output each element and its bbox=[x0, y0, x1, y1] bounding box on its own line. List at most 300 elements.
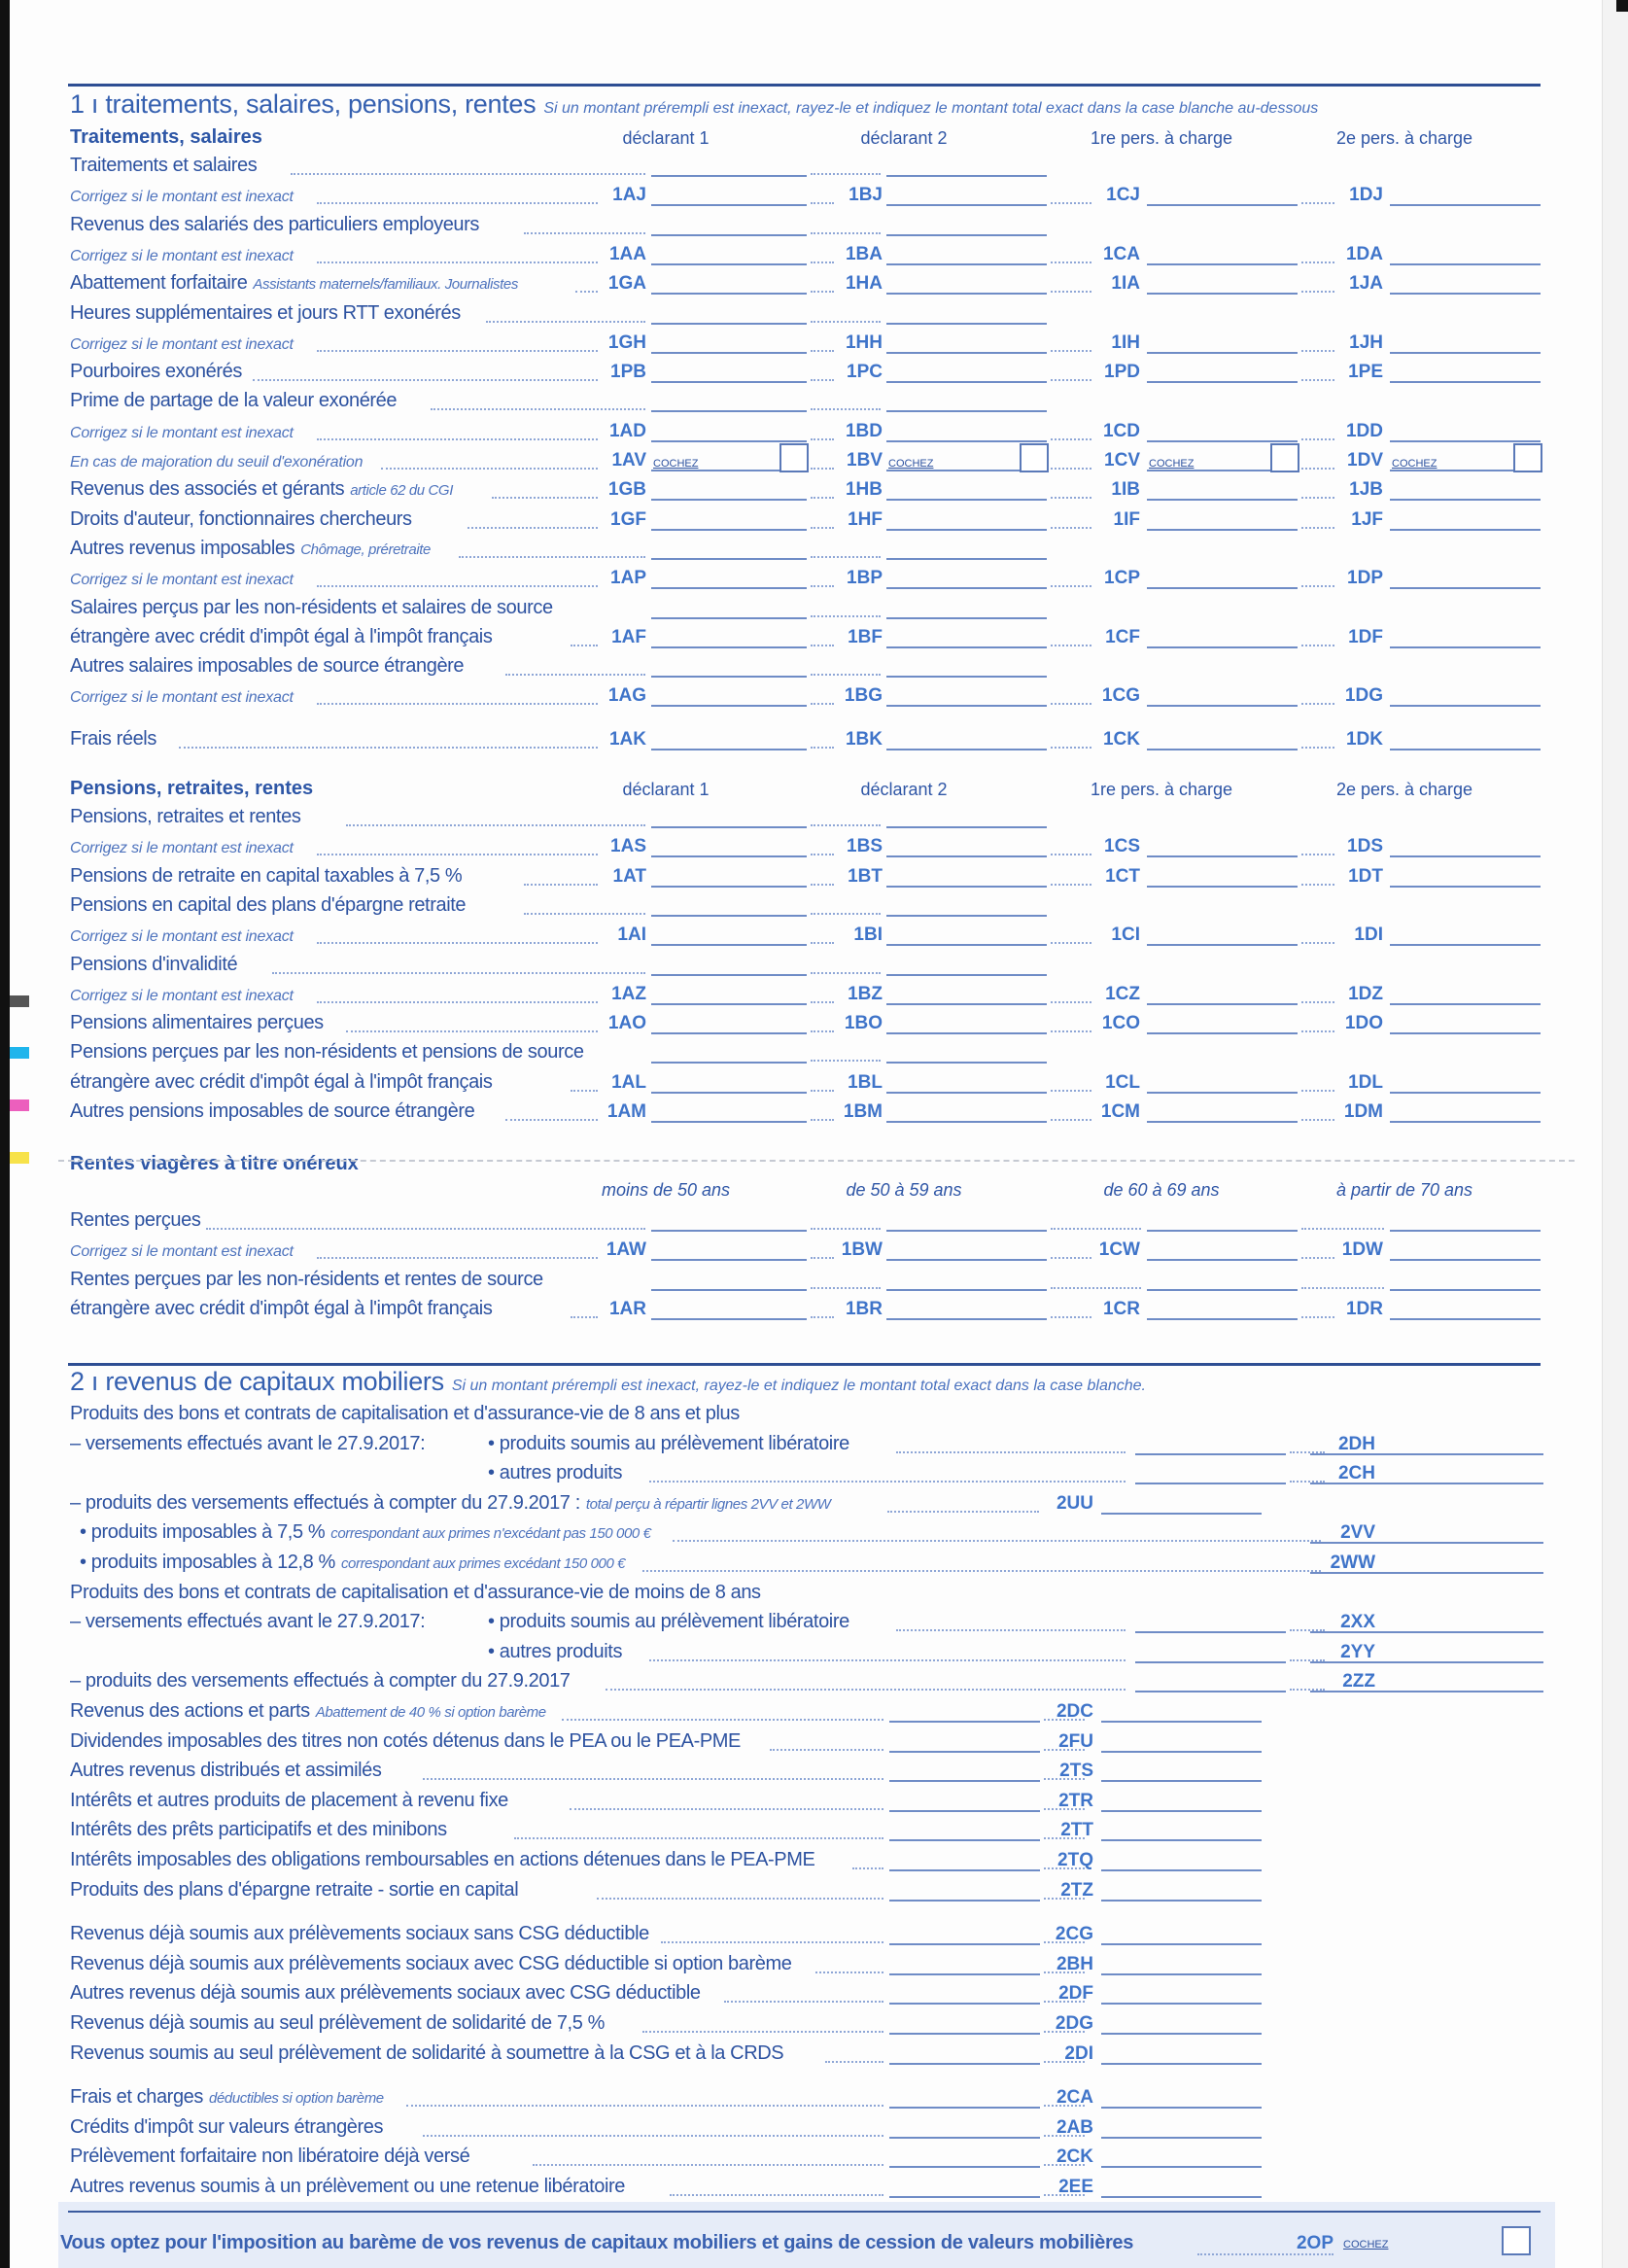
form-row bbox=[70, 2011, 1542, 2039]
box-code: 1CO bbox=[1101, 1013, 1140, 1034]
box-code: 1CF bbox=[1105, 626, 1140, 647]
amount-input-3[interactable] bbox=[1147, 1318, 1298, 1320]
leader-dots bbox=[505, 674, 645, 676]
amount-input[interactable] bbox=[1310, 1572, 1543, 1574]
amount-input-2[interactable] bbox=[886, 1062, 1047, 1064]
amount-input[interactable] bbox=[1101, 1869, 1262, 1871]
form-row bbox=[70, 683, 1542, 711]
amount-input-1[interactable] bbox=[651, 1092, 807, 1094]
amount-input-2[interactable] bbox=[886, 1289, 1047, 1291]
amount-input-left[interactable] bbox=[889, 1869, 1040, 1871]
amount-input-3[interactable] bbox=[1147, 440, 1298, 442]
column-header: 2e pers. à charge bbox=[1335, 128, 1473, 148]
form-row bbox=[70, 1952, 1542, 1979]
amount-input-2[interactable] bbox=[886, 705, 1047, 707]
amount-input-4[interactable] bbox=[1390, 646, 1541, 648]
row-label-text: Prime de partage de la valeur exonérée bbox=[70, 390, 398, 412]
amount-input-2[interactable] bbox=[886, 352, 1047, 354]
leader-dots bbox=[811, 824, 881, 826]
row-label bbox=[70, 840, 294, 857]
amount-input-3[interactable] bbox=[1147, 705, 1298, 707]
row-label bbox=[70, 1209, 200, 1232]
amount-input-left[interactable] bbox=[1135, 1453, 1286, 1455]
box-code: 1BA bbox=[845, 243, 883, 264]
leader-dots bbox=[459, 556, 645, 558]
amount-input[interactable] bbox=[1101, 2196, 1262, 2198]
amount-input-left[interactable] bbox=[1135, 1691, 1286, 1692]
row-label-text: Pensions de retraite en capital taxables à 7,5 % bbox=[70, 864, 463, 887]
amount-input-1[interactable] bbox=[651, 440, 807, 442]
leader-dots bbox=[206, 1228, 645, 1230]
amount-input-2[interactable] bbox=[886, 1121, 1047, 1123]
box-code: 1BO bbox=[844, 1013, 883, 1034]
row-label bbox=[70, 1790, 508, 1812]
checkbox-1[interactable] bbox=[779, 443, 809, 472]
box-code: 1IA bbox=[1111, 273, 1140, 295]
row-label-text: Revenus des salariés des particuliers employeurs bbox=[70, 213, 480, 235]
amount-input-left[interactable] bbox=[889, 2063, 1040, 2065]
amount-input-2[interactable] bbox=[886, 175, 1047, 177]
leader-dots bbox=[811, 1287, 881, 1289]
amount-input-3[interactable] bbox=[1147, 1032, 1298, 1034]
amount-input[interactable] bbox=[1101, 2033, 1262, 2035]
box-code: 1PB bbox=[610, 362, 646, 383]
box-code: 1CP bbox=[1104, 568, 1140, 589]
amount-input-1[interactable] bbox=[651, 886, 807, 888]
amount-input-1[interactable] bbox=[651, 826, 807, 828]
amount-input-left[interactable] bbox=[889, 2166, 1040, 2168]
amount-input[interactable] bbox=[1101, 2003, 1262, 2005]
amount-input-2[interactable] bbox=[886, 1230, 1047, 1232]
amount-input-2[interactable] bbox=[886, 381, 1047, 383]
amount-input-1[interactable] bbox=[651, 1289, 807, 1291]
leader-dots bbox=[811, 232, 881, 234]
amount-input-4[interactable] bbox=[1390, 587, 1541, 589]
box-code: 1CL bbox=[1105, 1071, 1140, 1093]
amount-input-left[interactable] bbox=[889, 1751, 1040, 1753]
amount-input-1[interactable] bbox=[651, 234, 807, 236]
amount-input-1[interactable] bbox=[651, 499, 807, 501]
amount-input-3[interactable] bbox=[1147, 1092, 1298, 1094]
amount-input-2[interactable] bbox=[886, 974, 1047, 976]
box-code: 1BZ bbox=[848, 983, 883, 1004]
subsection-heading: Traitements, salaires bbox=[70, 126, 262, 148]
amount-input-2[interactable] bbox=[886, 915, 1047, 917]
amount-input[interactable] bbox=[1101, 1973, 1262, 1975]
form-row bbox=[70, 271, 1542, 298]
box-code: 1HA bbox=[845, 273, 883, 295]
row-label-text: étrangère avec crédit d'impôt égal à l'impôt français bbox=[70, 1070, 493, 1093]
form-row bbox=[70, 982, 1542, 1009]
amount-input-3[interactable] bbox=[1147, 855, 1298, 857]
form-row bbox=[70, 1099, 1542, 1127]
amount-input-left[interactable] bbox=[1135, 1483, 1286, 1484]
checkbox-4[interactable] bbox=[1513, 443, 1542, 472]
amount-input-1[interactable] bbox=[651, 974, 807, 976]
box-code: 1JH bbox=[1349, 331, 1383, 353]
amount-input-4[interactable] bbox=[1390, 352, 1541, 354]
leader-dots bbox=[825, 2061, 883, 2063]
amount-input-1[interactable] bbox=[651, 749, 807, 750]
amount-input-left[interactable] bbox=[889, 2033, 1040, 2035]
amount-input-3[interactable] bbox=[1147, 1230, 1298, 1232]
box-code: 1DD bbox=[1345, 420, 1383, 441]
amount-input-1[interactable] bbox=[651, 352, 807, 354]
registration-mark-magenta bbox=[10, 1099, 29, 1111]
row-label bbox=[70, 1582, 761, 1604]
amount-input-left[interactable] bbox=[889, 1900, 1040, 1902]
amount-input-2[interactable] bbox=[886, 499, 1047, 501]
row-label-text: Pensions en capital des plans d'épargne retraite bbox=[70, 893, 467, 916]
amount-input-3[interactable] bbox=[1147, 1121, 1298, 1123]
box-code: 2UU bbox=[1056, 1492, 1093, 1514]
form-row bbox=[70, 1669, 1542, 1696]
amount-input-4[interactable] bbox=[1390, 855, 1541, 857]
amount-input[interactable] bbox=[1101, 1751, 1262, 1753]
amount-input-2[interactable] bbox=[886, 617, 1047, 619]
amount-input-2[interactable] bbox=[886, 323, 1047, 325]
amount-input-3[interactable] bbox=[1147, 944, 1298, 946]
row-label bbox=[70, 928, 294, 946]
amount-input-2[interactable] bbox=[886, 1259, 1047, 1261]
amount-input-4[interactable] bbox=[1390, 499, 1541, 501]
row-label-text: Produits des bons et contrats de capitalisation et d'assurance-vie de 8 ans et plus bbox=[70, 1403, 740, 1424]
amount-input-left[interactable] bbox=[1135, 1661, 1286, 1663]
form-row bbox=[70, 1208, 1542, 1236]
amount-input-left[interactable] bbox=[889, 1839, 1040, 1841]
row-label-text: Revenus déjà soumis au seul prélèvement de solidarité de 7,5 % bbox=[70, 2012, 605, 2034]
amount-input-left[interactable] bbox=[889, 1973, 1040, 1975]
amount-input-4[interactable] bbox=[1390, 381, 1541, 383]
row-label bbox=[70, 2086, 384, 2109]
row-label-text: • autres produits bbox=[488, 1462, 623, 1484]
amount-input-4[interactable] bbox=[1390, 1032, 1541, 1034]
leader-dots bbox=[317, 438, 598, 440]
amount-input-1[interactable] bbox=[651, 175, 807, 177]
amount-input-1[interactable] bbox=[651, 944, 807, 946]
amount-input-1[interactable] bbox=[651, 855, 807, 857]
amount-input-2[interactable] bbox=[886, 410, 1047, 412]
row-label-text: Autres revenus soumis à un prélèvement ou une retenue libératoire bbox=[70, 2176, 626, 2197]
amount-input[interactable] bbox=[1101, 2166, 1262, 2168]
box-code: 2XX bbox=[1340, 1612, 1375, 1633]
row-label bbox=[70, 454, 363, 471]
amount-input-1[interactable] bbox=[651, 558, 807, 560]
amount-input-3[interactable] bbox=[1147, 1289, 1298, 1291]
form-row bbox=[70, 1268, 1542, 1295]
box-code: 1HF bbox=[848, 508, 883, 530]
box-code: 1DI bbox=[1354, 925, 1383, 946]
leader-dots bbox=[811, 674, 881, 676]
box-code: 1DS bbox=[1347, 836, 1383, 857]
amount-input-3[interactable] bbox=[1147, 1259, 1298, 1261]
amount-input-1[interactable] bbox=[651, 1230, 807, 1232]
amount-input-2[interactable] bbox=[886, 676, 1047, 678]
amount-input-1[interactable] bbox=[651, 1062, 807, 1064]
row-label bbox=[70, 1730, 741, 1753]
amount-input[interactable] bbox=[1101, 1943, 1262, 1945]
leader-dots bbox=[811, 321, 881, 323]
amount-input-right[interactable] bbox=[1310, 1631, 1543, 1633]
amount-input-left[interactable] bbox=[1135, 1631, 1286, 1633]
amount-input-left[interactable] bbox=[889, 1810, 1040, 1812]
form-row bbox=[70, 566, 1542, 593]
box-code: 2DF bbox=[1058, 1983, 1093, 2005]
amount-input-3[interactable] bbox=[1147, 381, 1298, 383]
form-row bbox=[70, 1011, 1542, 1038]
checkbox-3[interactable] bbox=[1270, 443, 1299, 472]
row-label-text: Revenus déjà soumis aux prélèvements sociaux sans CSG déductible bbox=[70, 1923, 649, 1945]
row-label bbox=[488, 1433, 849, 1455]
amount-input-2[interactable] bbox=[886, 1032, 1047, 1034]
amount-input-2[interactable] bbox=[886, 944, 1047, 946]
row-label bbox=[70, 248, 294, 265]
section1-title-text: 1 ı traitements, salaires, pensions, rentes bbox=[70, 89, 537, 119]
column-header: déclarant 2 bbox=[860, 780, 948, 799]
box-code: 2DC bbox=[1056, 1701, 1093, 1722]
row-label-note: total perçu à répartir lignes 2VV et 2WW bbox=[585, 1495, 831, 1513]
amount-input-left[interactable] bbox=[889, 2003, 1040, 2005]
amount-input-right[interactable] bbox=[1310, 1453, 1543, 1455]
row-prefix: – versements effectués avant le 27.9.2017: bbox=[70, 1611, 426, 1633]
amount-input-4[interactable] bbox=[1390, 1318, 1541, 1320]
amount-input-1[interactable] bbox=[651, 293, 807, 295]
amount-input-2[interactable] bbox=[886, 1092, 1047, 1094]
amount-input-4[interactable] bbox=[1390, 1259, 1541, 1261]
row-label-text: Corrigez si le montant est inexact bbox=[70, 1243, 294, 1261]
leader-dots bbox=[524, 913, 645, 915]
row-label-note: correspondant aux primes n'excédant pas 150 000 € bbox=[330, 1525, 651, 1543]
amount-input[interactable] bbox=[1101, 2107, 1262, 2109]
box-code: 1AD bbox=[608, 420, 646, 441]
amount-input-4[interactable] bbox=[1390, 886, 1541, 888]
option-code: 2OP bbox=[1296, 2233, 1334, 2253]
leader-dots bbox=[291, 173, 645, 175]
row-label-text: Corrigez si le montant est inexact bbox=[70, 424, 294, 441]
amount-input-1[interactable] bbox=[651, 204, 807, 206]
amount-input-1[interactable] bbox=[651, 676, 807, 678]
amount-input-1[interactable] bbox=[651, 646, 807, 648]
leader-dots bbox=[486, 321, 645, 323]
amount-input-4[interactable] bbox=[1390, 440, 1541, 442]
row-label-text: Autres revenus distribués et assimilés bbox=[70, 1760, 382, 1782]
leader-dots bbox=[642, 2031, 883, 2033]
row-label-text: En cas de majoration du seuil d'exonération bbox=[70, 454, 364, 471]
option-cochez: COCHEZ bbox=[1343, 2239, 1389, 2251]
amount-input-4[interactable] bbox=[1390, 263, 1541, 265]
amount-input-2[interactable] bbox=[886, 587, 1047, 589]
amount-input-2[interactable] bbox=[886, 826, 1047, 828]
form-row bbox=[70, 154, 1542, 181]
amount-input-2[interactable] bbox=[886, 855, 1047, 857]
amount-input-1[interactable] bbox=[651, 587, 807, 589]
form-row bbox=[70, 1461, 1542, 1488]
amount-input-3[interactable] bbox=[1147, 352, 1298, 354]
row-label bbox=[70, 1879, 518, 1902]
amount-input-2[interactable] bbox=[886, 529, 1047, 531]
amount-input-4[interactable] bbox=[1390, 1289, 1541, 1291]
amount-input[interactable] bbox=[1101, 1839, 1262, 1841]
amount-input-4[interactable] bbox=[1390, 1121, 1541, 1123]
form-row bbox=[70, 923, 1542, 950]
row-label-text: • produits imposables à 7,5 % bbox=[80, 1521, 326, 1544]
amount-input-3[interactable] bbox=[1147, 204, 1298, 206]
amount-input-1[interactable] bbox=[651, 1318, 807, 1320]
leader-dots bbox=[673, 1540, 1321, 1542]
amount-input-2[interactable] bbox=[886, 234, 1047, 236]
amount-input-right[interactable] bbox=[1310, 1691, 1543, 1692]
column-header: à partir de 70 ans bbox=[1335, 1180, 1473, 1200]
amount-input-2[interactable] bbox=[886, 558, 1047, 560]
row-label bbox=[70, 1849, 814, 1871]
amount-input-1[interactable] bbox=[651, 705, 807, 707]
amount-input-right[interactable] bbox=[1310, 1661, 1543, 1663]
column-header: déclarant 1 bbox=[622, 780, 710, 799]
amount-input-2[interactable] bbox=[886, 1318, 1047, 1320]
box-code: 1BP bbox=[847, 568, 883, 589]
amount-input-right[interactable] bbox=[1310, 1483, 1543, 1484]
form-row bbox=[70, 1878, 1542, 1905]
amount-input-left[interactable] bbox=[889, 1943, 1040, 1945]
checkbox-2[interactable] bbox=[1020, 443, 1049, 472]
box-code: 1DZ bbox=[1348, 983, 1383, 1004]
amount-input-1[interactable] bbox=[651, 1121, 807, 1123]
amount-input-4[interactable] bbox=[1390, 749, 1541, 750]
form-row bbox=[70, 953, 1542, 980]
amount-input-4[interactable] bbox=[1390, 1003, 1541, 1005]
amount-input-3[interactable] bbox=[1147, 293, 1298, 295]
box-code: 1DV bbox=[1347, 450, 1383, 471]
amount-input-4[interactable] bbox=[1390, 1092, 1541, 1094]
amount-input-2[interactable] bbox=[886, 1003, 1047, 1005]
amount-input-2[interactable] bbox=[886, 440, 1047, 442]
amount-input[interactable] bbox=[1101, 1513, 1262, 1515]
section2-title bbox=[70, 1367, 1146, 1397]
row-label-text: Rentes perçues par les non-résidents et rentes de source bbox=[70, 1268, 543, 1290]
amount-input-3[interactable] bbox=[1147, 587, 1298, 589]
amount-input-4[interactable] bbox=[1390, 293, 1541, 295]
box-code: 1DJ bbox=[1349, 185, 1383, 206]
leader-dots bbox=[1051, 1287, 1141, 1289]
row-label-text: Crédits d'impôt sur valeurs étrangères bbox=[70, 2115, 384, 2138]
form-row bbox=[70, 2175, 1542, 2202]
amount-input-1[interactable] bbox=[651, 1032, 807, 1034]
amount-input-1[interactable] bbox=[651, 1003, 807, 1005]
box-code: 2BH bbox=[1056, 1953, 1093, 1974]
row-label bbox=[70, 1953, 791, 1975]
box-code: 1BK bbox=[845, 728, 883, 750]
leader-dots bbox=[346, 1030, 598, 1032]
amount-input-3[interactable] bbox=[1147, 499, 1298, 501]
amount-input-1[interactable] bbox=[651, 617, 807, 619]
amount-input-2[interactable] bbox=[886, 263, 1047, 265]
row-label bbox=[70, 1819, 447, 1841]
amount-input-4[interactable] bbox=[1390, 1230, 1541, 1232]
amount-input-4[interactable] bbox=[1390, 204, 1541, 206]
row-label-text: Rentes perçues bbox=[70, 1209, 201, 1231]
amount-input-3[interactable] bbox=[1147, 646, 1298, 648]
amount-input-1[interactable] bbox=[651, 323, 807, 325]
amount-input-left[interactable] bbox=[889, 1780, 1040, 1782]
amount-input[interactable] bbox=[1101, 2063, 1262, 2065]
amount-input[interactable] bbox=[1101, 1721, 1262, 1723]
box-code: 1DF bbox=[1348, 626, 1383, 647]
amount-input-4[interactable] bbox=[1390, 705, 1541, 707]
amount-input-left[interactable] bbox=[889, 2137, 1040, 2139]
leader-dots bbox=[896, 1451, 1126, 1453]
leader-dots bbox=[317, 202, 598, 204]
amount-input-1[interactable] bbox=[651, 263, 807, 265]
amount-input-2[interactable] bbox=[886, 646, 1047, 648]
leader-dots bbox=[852, 1867, 883, 1869]
box-code: 1DA bbox=[1345, 243, 1383, 264]
leader-dots bbox=[317, 1001, 598, 1003]
amount-input-left[interactable] bbox=[889, 1721, 1040, 1723]
form-row bbox=[70, 419, 1542, 446]
box-code: 1GB bbox=[607, 479, 646, 501]
amount-input-2[interactable] bbox=[886, 293, 1047, 295]
box-code: 1BR bbox=[845, 1298, 883, 1319]
form-row bbox=[70, 654, 1542, 681]
scan-edge-left bbox=[0, 0, 10, 2268]
form-row bbox=[70, 2041, 1542, 2069]
amount-input[interactable] bbox=[1101, 1900, 1262, 1902]
amount-input-1[interactable] bbox=[651, 529, 807, 531]
box-code: 2CA bbox=[1056, 2087, 1093, 2109]
box-code: 1DR bbox=[1345, 1298, 1383, 1319]
box-code: 2DH bbox=[1337, 1433, 1375, 1454]
leader-dots bbox=[317, 854, 598, 855]
row-label bbox=[70, 626, 492, 648]
amount-input-2[interactable] bbox=[886, 204, 1047, 206]
box-code: 1CZ bbox=[1105, 983, 1140, 1004]
box-code: 2ZZ bbox=[1342, 1671, 1375, 1692]
amount-input-3[interactable] bbox=[1147, 263, 1298, 265]
amount-input[interactable] bbox=[1101, 1810, 1262, 1812]
amount-input[interactable] bbox=[1101, 1780, 1262, 1782]
amount-input-4[interactable] bbox=[1390, 529, 1541, 531]
amount-input-4[interactable] bbox=[1390, 944, 1541, 946]
amount-input-1[interactable] bbox=[651, 410, 807, 412]
amount-input-3[interactable] bbox=[1147, 749, 1298, 750]
amount-input[interactable] bbox=[1101, 2137, 1262, 2139]
amount-input-1[interactable] bbox=[651, 915, 807, 917]
form-row bbox=[70, 1729, 1542, 1757]
box-code: 2TQ bbox=[1057, 1850, 1093, 1870]
box-code: 2TS bbox=[1059, 1761, 1093, 1782]
row-label-note: déductibles si option barème bbox=[209, 2090, 384, 2108]
amount-input-3[interactable] bbox=[1147, 1003, 1298, 1005]
amount-input-3[interactable] bbox=[1147, 529, 1298, 531]
amount-input-2[interactable] bbox=[886, 886, 1047, 888]
leader-dots bbox=[811, 1228, 881, 1230]
leader-dots bbox=[606, 1689, 1126, 1691]
option-checkbox[interactable] bbox=[1502, 2226, 1531, 2255]
form-row bbox=[70, 1238, 1542, 1265]
amount-input-left[interactable] bbox=[889, 2107, 1040, 2109]
form-row bbox=[70, 2145, 1542, 2172]
box-code: 1BW bbox=[841, 1239, 883, 1261]
leader-dots bbox=[896, 1629, 1126, 1631]
leader-dots bbox=[317, 942, 598, 944]
amount-input-3[interactable] bbox=[1147, 886, 1298, 888]
amount-input[interactable] bbox=[1310, 1542, 1543, 1544]
amount-input-left[interactable] bbox=[889, 2196, 1040, 2198]
amount-input-1[interactable] bbox=[651, 381, 807, 383]
leader-dots bbox=[887, 1511, 1039, 1513]
amount-input-1[interactable] bbox=[651, 1259, 807, 1261]
amount-input-2[interactable] bbox=[886, 749, 1047, 750]
